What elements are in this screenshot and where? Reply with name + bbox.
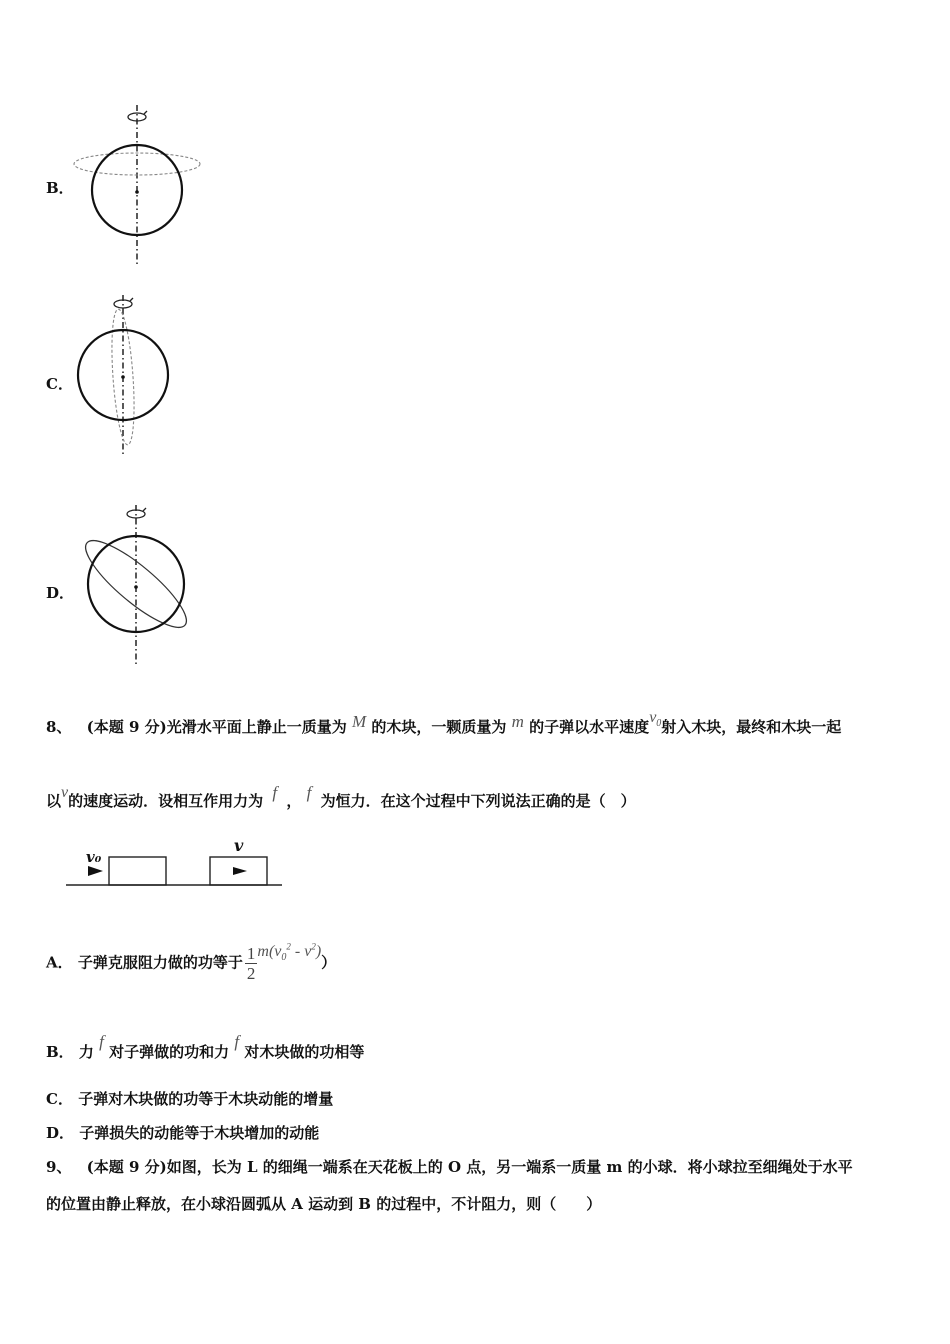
option-c-label: C． [46, 375, 73, 393]
q8-figure [60, 836, 290, 892]
q8-line-2 [46, 783, 636, 811]
var-f-2: f [306, 783, 312, 802]
option-a-text: 子弹克服阻力做的功等于 [77, 953, 243, 972]
q8-comma: ， [286, 792, 302, 810]
option-b-text-1: 力 [78, 1043, 94, 1061]
q8-text-1b: 的木块，一颗质量为 [371, 718, 507, 736]
q8-line-1 [46, 709, 842, 739]
figure-option-d [70, 500, 200, 670]
q8-score: (本题 9 分) [86, 718, 167, 736]
var-f-1: f [272, 783, 278, 802]
q8-option-c [46, 1088, 333, 1109]
option-c-label-q8: C． [46, 1090, 73, 1108]
figure-option-b [70, 100, 210, 270]
label-v: v [234, 836, 244, 855]
figure-option-c [70, 290, 190, 460]
option-b-text-2: 对子弹做的功和力 [109, 1043, 230, 1061]
q8-text-1c: 的子弹以水平速度 [529, 718, 650, 736]
q8-text-2c: 为恒力．在这个过程中下列说法正确的是（ ） [320, 792, 636, 810]
option-b-label-q8: B． [46, 1043, 74, 1061]
q9-score: (本题 9 分) [86, 1158, 167, 1176]
var-v0: $v_0$ [649, 709, 662, 730]
q9-line-1 [46, 1156, 853, 1177]
label-v0: v₀ [86, 848, 102, 866]
q8-text-2b: 的速度运动．设相互作用力为 [68, 792, 264, 810]
var-v: v [61, 784, 69, 801]
option-b-text-3: 对木块做的功相等 [244, 1043, 365, 1061]
q8-text-1d: 射入木块，最终和木块一起 [661, 718, 842, 736]
frac-half: $\frac{1}{2}$ [246, 944, 256, 983]
option-a-label: A． [46, 953, 73, 972]
q8-option-d [46, 1122, 319, 1143]
var-m: m [511, 712, 524, 731]
option-a-close: ） [321, 953, 337, 972]
q8-option-a [46, 941, 337, 983]
option-d-label-q8: D． [46, 1124, 75, 1142]
q8-option-b [46, 1032, 365, 1062]
q8-text-2a: 以 [46, 792, 62, 810]
option-d-label: D． [46, 584, 75, 602]
q9-text-1: 如图，长为 L 的细绳一端系在天花板上的 O 点，另一端系一质量 m 的小球．将小球拉至细绳处于水平 [166, 1158, 853, 1176]
var-f-3: f [99, 1032, 104, 1051]
option-a-expr: $m(v_0^2 - v^2)$ [257, 941, 322, 963]
option-d-text: 子弹损失的动能等于木块增加的动能 [79, 1124, 320, 1142]
var-M: M [352, 712, 367, 731]
option-b-label: B． [46, 179, 74, 197]
q9-line-2: 的位置由静止释放，在小球沿圆弧从 A 运动到 B 的过程中，不计阻力，则（ ） [46, 1195, 602, 1213]
q9-number: 9、 [46, 1158, 72, 1176]
var-f-4: f [234, 1032, 240, 1051]
q8-text-1a: 光滑水平面上静止一质量为 [166, 718, 347, 736]
option-c-text: 子弹对木块做的功等于木块动能的增量 [78, 1090, 334, 1108]
q8-number: 8、 [46, 718, 72, 736]
